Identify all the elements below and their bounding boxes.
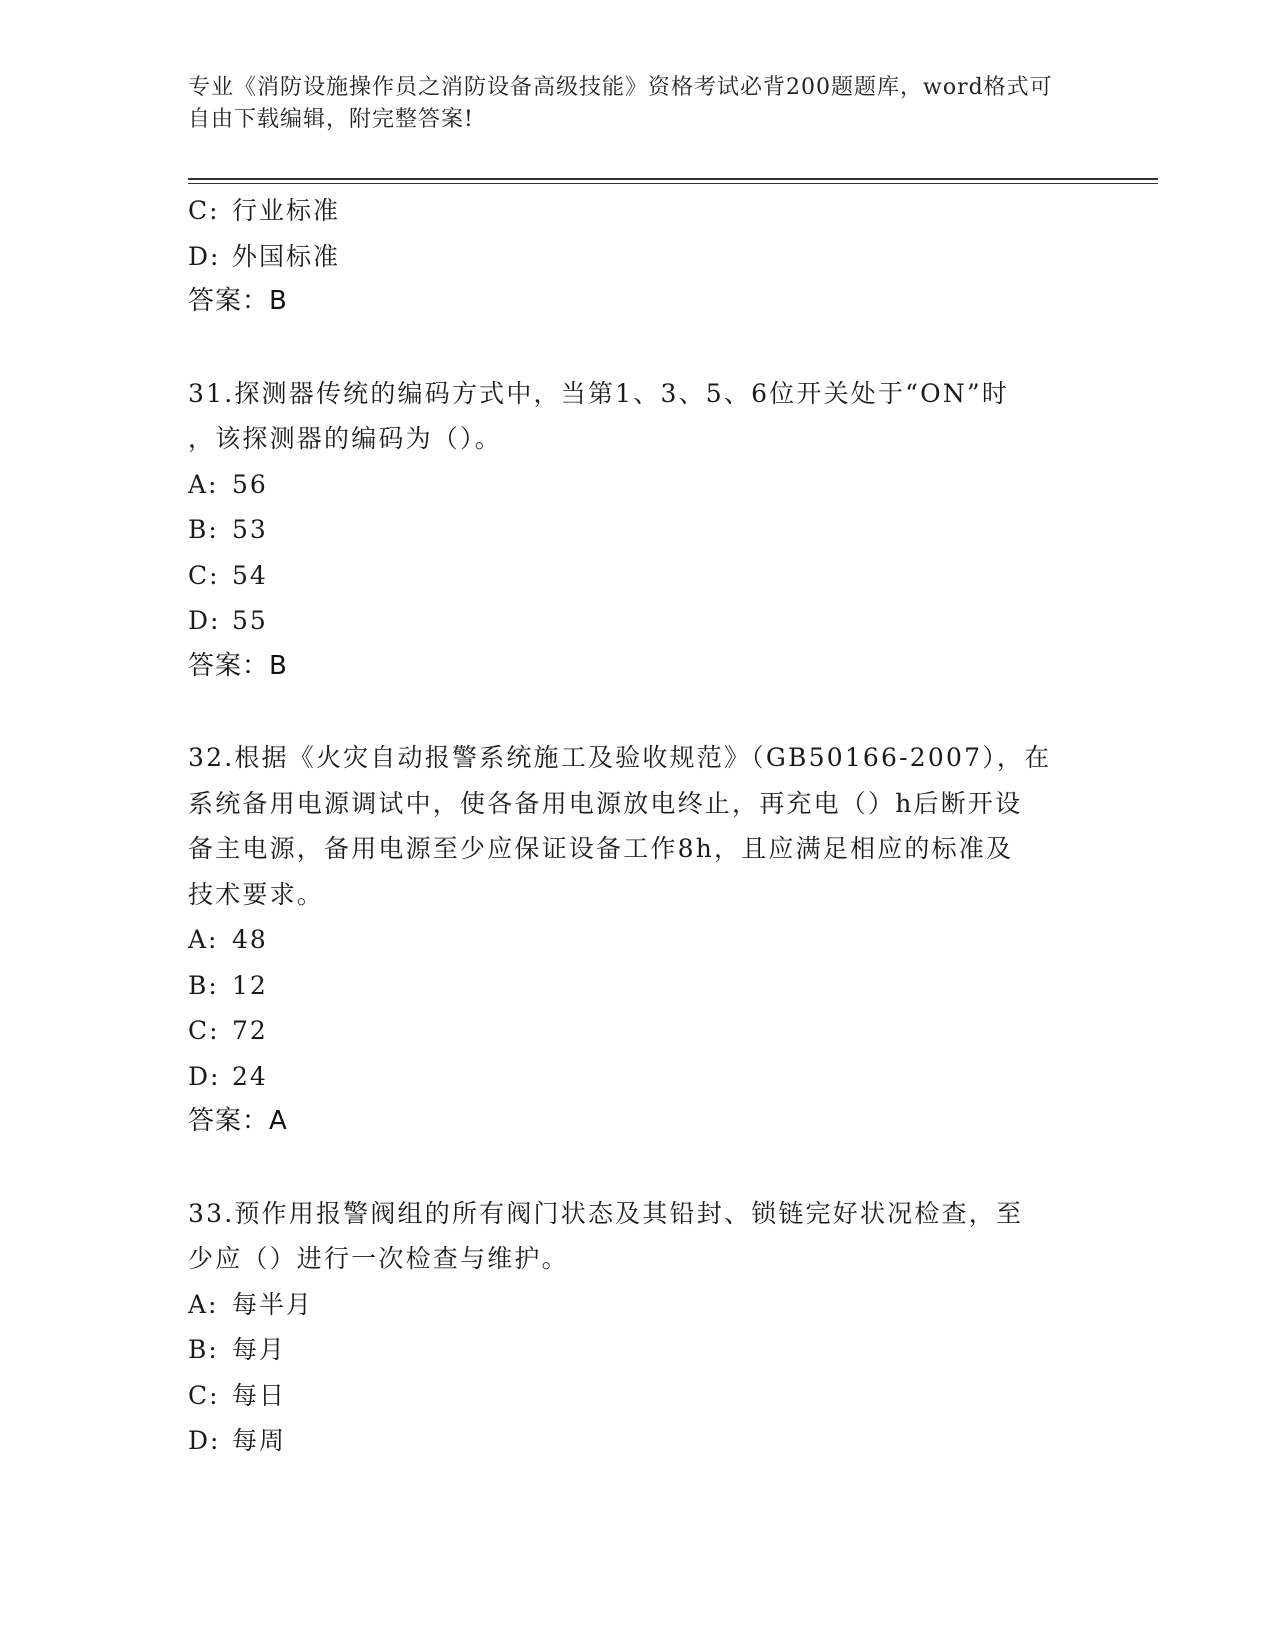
answer-line: 答案：B bbox=[188, 650, 288, 681]
question-line: 少应（）进行一次检查与维护。 bbox=[188, 1244, 569, 1273]
option-c bbox=[188, 1373, 1088, 1419]
option-label: B: bbox=[188, 970, 219, 1000]
option-label: A: bbox=[188, 925, 219, 954]
option-text: 53 bbox=[232, 515, 268, 544]
option-b bbox=[188, 1327, 1088, 1373]
question-32-text bbox=[188, 735, 1088, 917]
option-a bbox=[188, 917, 1088, 963]
question-line: 技术要求。 bbox=[188, 879, 325, 909]
page-header: 专业《消防设施操作员之消防设备高级技能》资格考试必背200题题库，word格式可自由下载编辑，附完整答案! bbox=[188, 75, 1053, 132]
option-text: 48 bbox=[232, 925, 268, 954]
question-line: 33.预作用报警阀组的所有阀门状态及其铅封、锁链完好状况检查，至 bbox=[188, 1198, 1024, 1228]
option-d bbox=[188, 598, 1088, 644]
option-text: 55 bbox=[232, 606, 268, 635]
option-label: C: bbox=[188, 1380, 220, 1410]
question-31-text bbox=[188, 371, 1088, 462]
option-text: 56 bbox=[232, 469, 268, 499]
option-d bbox=[188, 1418, 1088, 1464]
option-text: 每半月 bbox=[232, 1289, 314, 1319]
question-33-text bbox=[188, 1191, 1088, 1282]
option-label: D: bbox=[188, 241, 221, 271]
option-b bbox=[188, 963, 1088, 1009]
option-label: A: bbox=[188, 469, 219, 499]
answer-line: 答案：A bbox=[188, 1106, 288, 1136]
option-text: 每日 bbox=[232, 1380, 287, 1410]
answer-line: 答案：B bbox=[188, 286, 288, 316]
option-d bbox=[188, 234, 1088, 280]
option-text: 12 bbox=[232, 970, 268, 1000]
option-label: C: bbox=[188, 560, 220, 590]
question-line: 备主电源，备用电源至少应保证设备工作8h，且应满足相应的标准及 bbox=[188, 834, 1014, 863]
option-label: C: bbox=[188, 1016, 220, 1045]
option-label: D: bbox=[188, 1061, 221, 1091]
option-text: 72 bbox=[232, 1016, 268, 1045]
header-divider bbox=[188, 178, 1158, 184]
option-text: 外国标准 bbox=[232, 241, 341, 271]
option-d bbox=[188, 1054, 1088, 1100]
question-line: 31.探测器传统的编码方式中，当第1、3、5、6位开关处于“ON”时 bbox=[188, 378, 1010, 408]
option-text: 24 bbox=[232, 1061, 268, 1091]
option-a bbox=[188, 1282, 1088, 1328]
option-text: 每月 bbox=[232, 1335, 287, 1364]
question-line: ，该探测器的编码为（）。 bbox=[188, 424, 502, 453]
option-text: 每周 bbox=[232, 1426, 287, 1455]
option-c bbox=[188, 1008, 1088, 1054]
option-c bbox=[188, 553, 1088, 599]
option-text: 54 bbox=[232, 560, 268, 590]
question-content bbox=[188, 188, 1088, 1464]
option-b bbox=[188, 507, 1088, 553]
option-label: A: bbox=[188, 1289, 219, 1319]
option-label: D: bbox=[188, 1426, 221, 1455]
option-label: D: bbox=[188, 606, 221, 635]
option-label: B: bbox=[188, 1335, 219, 1364]
option-label: B: bbox=[188, 515, 219, 544]
option-text: 行业标准 bbox=[232, 196, 341, 225]
option-label: C: bbox=[188, 196, 220, 225]
question-line: 32.根据《火灾自动报警系统施工及验收规范》（GB50166-2007），在 bbox=[188, 743, 1052, 772]
option-a bbox=[188, 462, 1088, 508]
question-line: 系统备用电源调试中，使各备用电源放电终止，再充电（）h后断开设 bbox=[188, 788, 1023, 818]
option-c bbox=[188, 188, 1088, 234]
